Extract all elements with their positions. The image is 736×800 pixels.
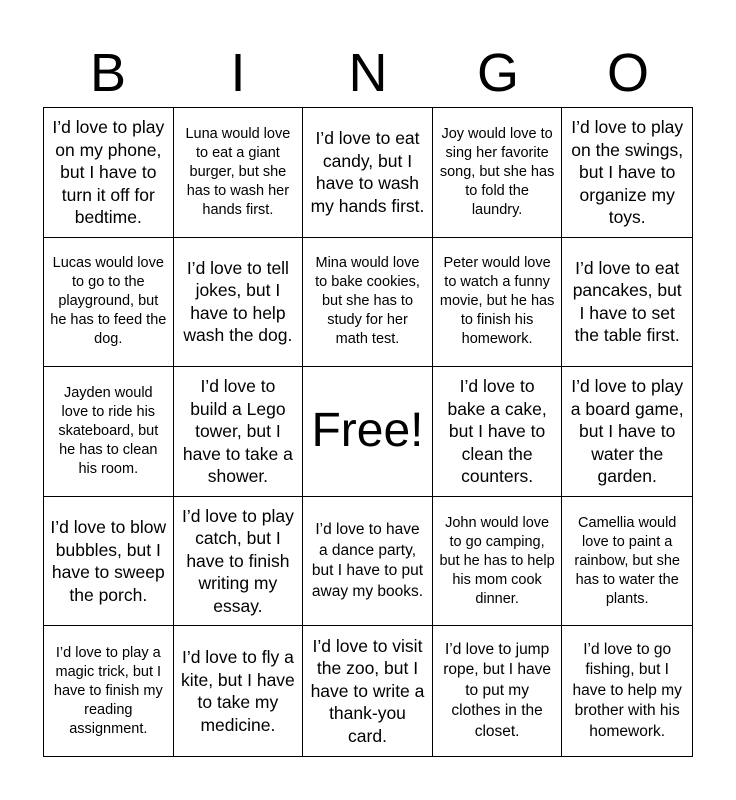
- header-letter-i: I: [230, 43, 246, 103]
- cell-text: I’d love to jump rope, but I have to put my clothes in the closet.: [443, 640, 551, 740]
- bingo-cell[interactable]: [433, 108, 563, 238]
- cell-text: I’d love to visit the zoo, but I have to write a thank-you card.: [310, 635, 425, 746]
- cell-text: Peter would love to watch a funny movie, but he has to finish his homework.: [439, 255, 555, 348]
- bingo-cell[interactable]: [44, 367, 174, 497]
- cell-text: I’d love to tell jokes, but I have to help wash the dog.: [183, 257, 293, 346]
- bingo-header: [43, 40, 693, 106]
- bingo-cell[interactable]: [433, 497, 563, 627]
- bingo-cell[interactable]: [174, 108, 304, 238]
- cell-text: I’d love to go fishing, but I have to help my brother with his homework.: [572, 640, 682, 740]
- cell-text: I’d love to blow bubbles, but I have to sweep the porch.: [50, 517, 167, 605]
- cell-text: Mina would love to bake cookies, but she has to study for her math test.: [315, 255, 420, 348]
- cell-text: Jayden would love to ride his skateboard, but he has to clean his room.: [58, 384, 159, 477]
- cell-text: I’d love to fly a kite, but I have to take my medicine.: [180, 647, 295, 735]
- cell-text: I’d love to eat pancakes, but I have to set the table first.: [572, 257, 682, 346]
- bingo-cell[interactable]: [303, 497, 433, 627]
- cell-text: I’d love to bake a cake, but I have to clean the counters.: [447, 376, 547, 487]
- bingo-cell[interactable]: [433, 238, 563, 368]
- bingo-cell[interactable]: [303, 108, 433, 238]
- bingo-cell[interactable]: [433, 626, 563, 756]
- bingo-cell[interactable]: [174, 497, 304, 627]
- bingo-cell[interactable]: [44, 626, 174, 756]
- cell-text: I’d love to have a dance party, but I have to put away my books.: [311, 521, 424, 600]
- bingo-cell[interactable]: [562, 497, 692, 627]
- bingo-cell[interactable]: [562, 626, 692, 756]
- header-letter-b: B: [89, 43, 127, 103]
- bingo-cell[interactable]: [174, 367, 304, 497]
- header-letter-g: G: [476, 43, 519, 103]
- cell-text: I’d love to play a magic trick, but I have to finish my reading assignment.: [53, 644, 163, 737]
- cell-text: Joy would love to sing her favorite song, but she has to fold the laundry.: [439, 125, 555, 218]
- free-space-cell[interactable]: [303, 367, 433, 497]
- bingo-cell[interactable]: [562, 238, 692, 368]
- cell-text: I’d love to play catch, but I have to finish writing my essay.: [181, 505, 294, 616]
- cell-text: I’d love to play a board game, but I have to water the garden.: [570, 376, 684, 487]
- bingo-cell[interactable]: [562, 367, 692, 497]
- cell-text: Camellia would love to paint a rainbow, but she has to water the plants.: [574, 514, 680, 607]
- cell-text: I’d love to play on the swings, but I have to organize my toys.: [571, 117, 684, 228]
- bingo-board: [43, 107, 693, 757]
- cell-text: John would love to go camping, but he has to help his mom cook dinner.: [439, 514, 555, 607]
- bingo-cell[interactable]: [44, 238, 174, 368]
- bingo-cell[interactable]: [562, 108, 692, 238]
- cell-text: I’d love to play on my phone, but I have to turn it off for bedtime.: [52, 117, 165, 228]
- cell-text: Lucas would love to go to the playground, but he has to feed the dog.: [50, 255, 167, 348]
- free-space-label: Free!: [311, 404, 424, 458]
- cell-text: I’d love to eat candy, but I have to wash my hands first.: [310, 128, 425, 216]
- bingo-cell[interactable]: [44, 108, 174, 238]
- bingo-cell[interactable]: [174, 626, 304, 756]
- cell-text: I’d love to build a Lego tower, but I have to take a shower.: [182, 376, 293, 487]
- header-letter-n: N: [348, 43, 388, 103]
- header-letter-o: O: [606, 43, 649, 103]
- cell-text: Luna would love to eat a giant burger, but she has to wash her hands first.: [185, 125, 291, 218]
- bingo-cell[interactable]: [44, 497, 174, 627]
- bingo-cell[interactable]: [174, 238, 304, 368]
- bingo-cell[interactable]: [303, 238, 433, 368]
- bingo-cell[interactable]: [303, 626, 433, 756]
- bingo-cell[interactable]: [433, 367, 563, 497]
